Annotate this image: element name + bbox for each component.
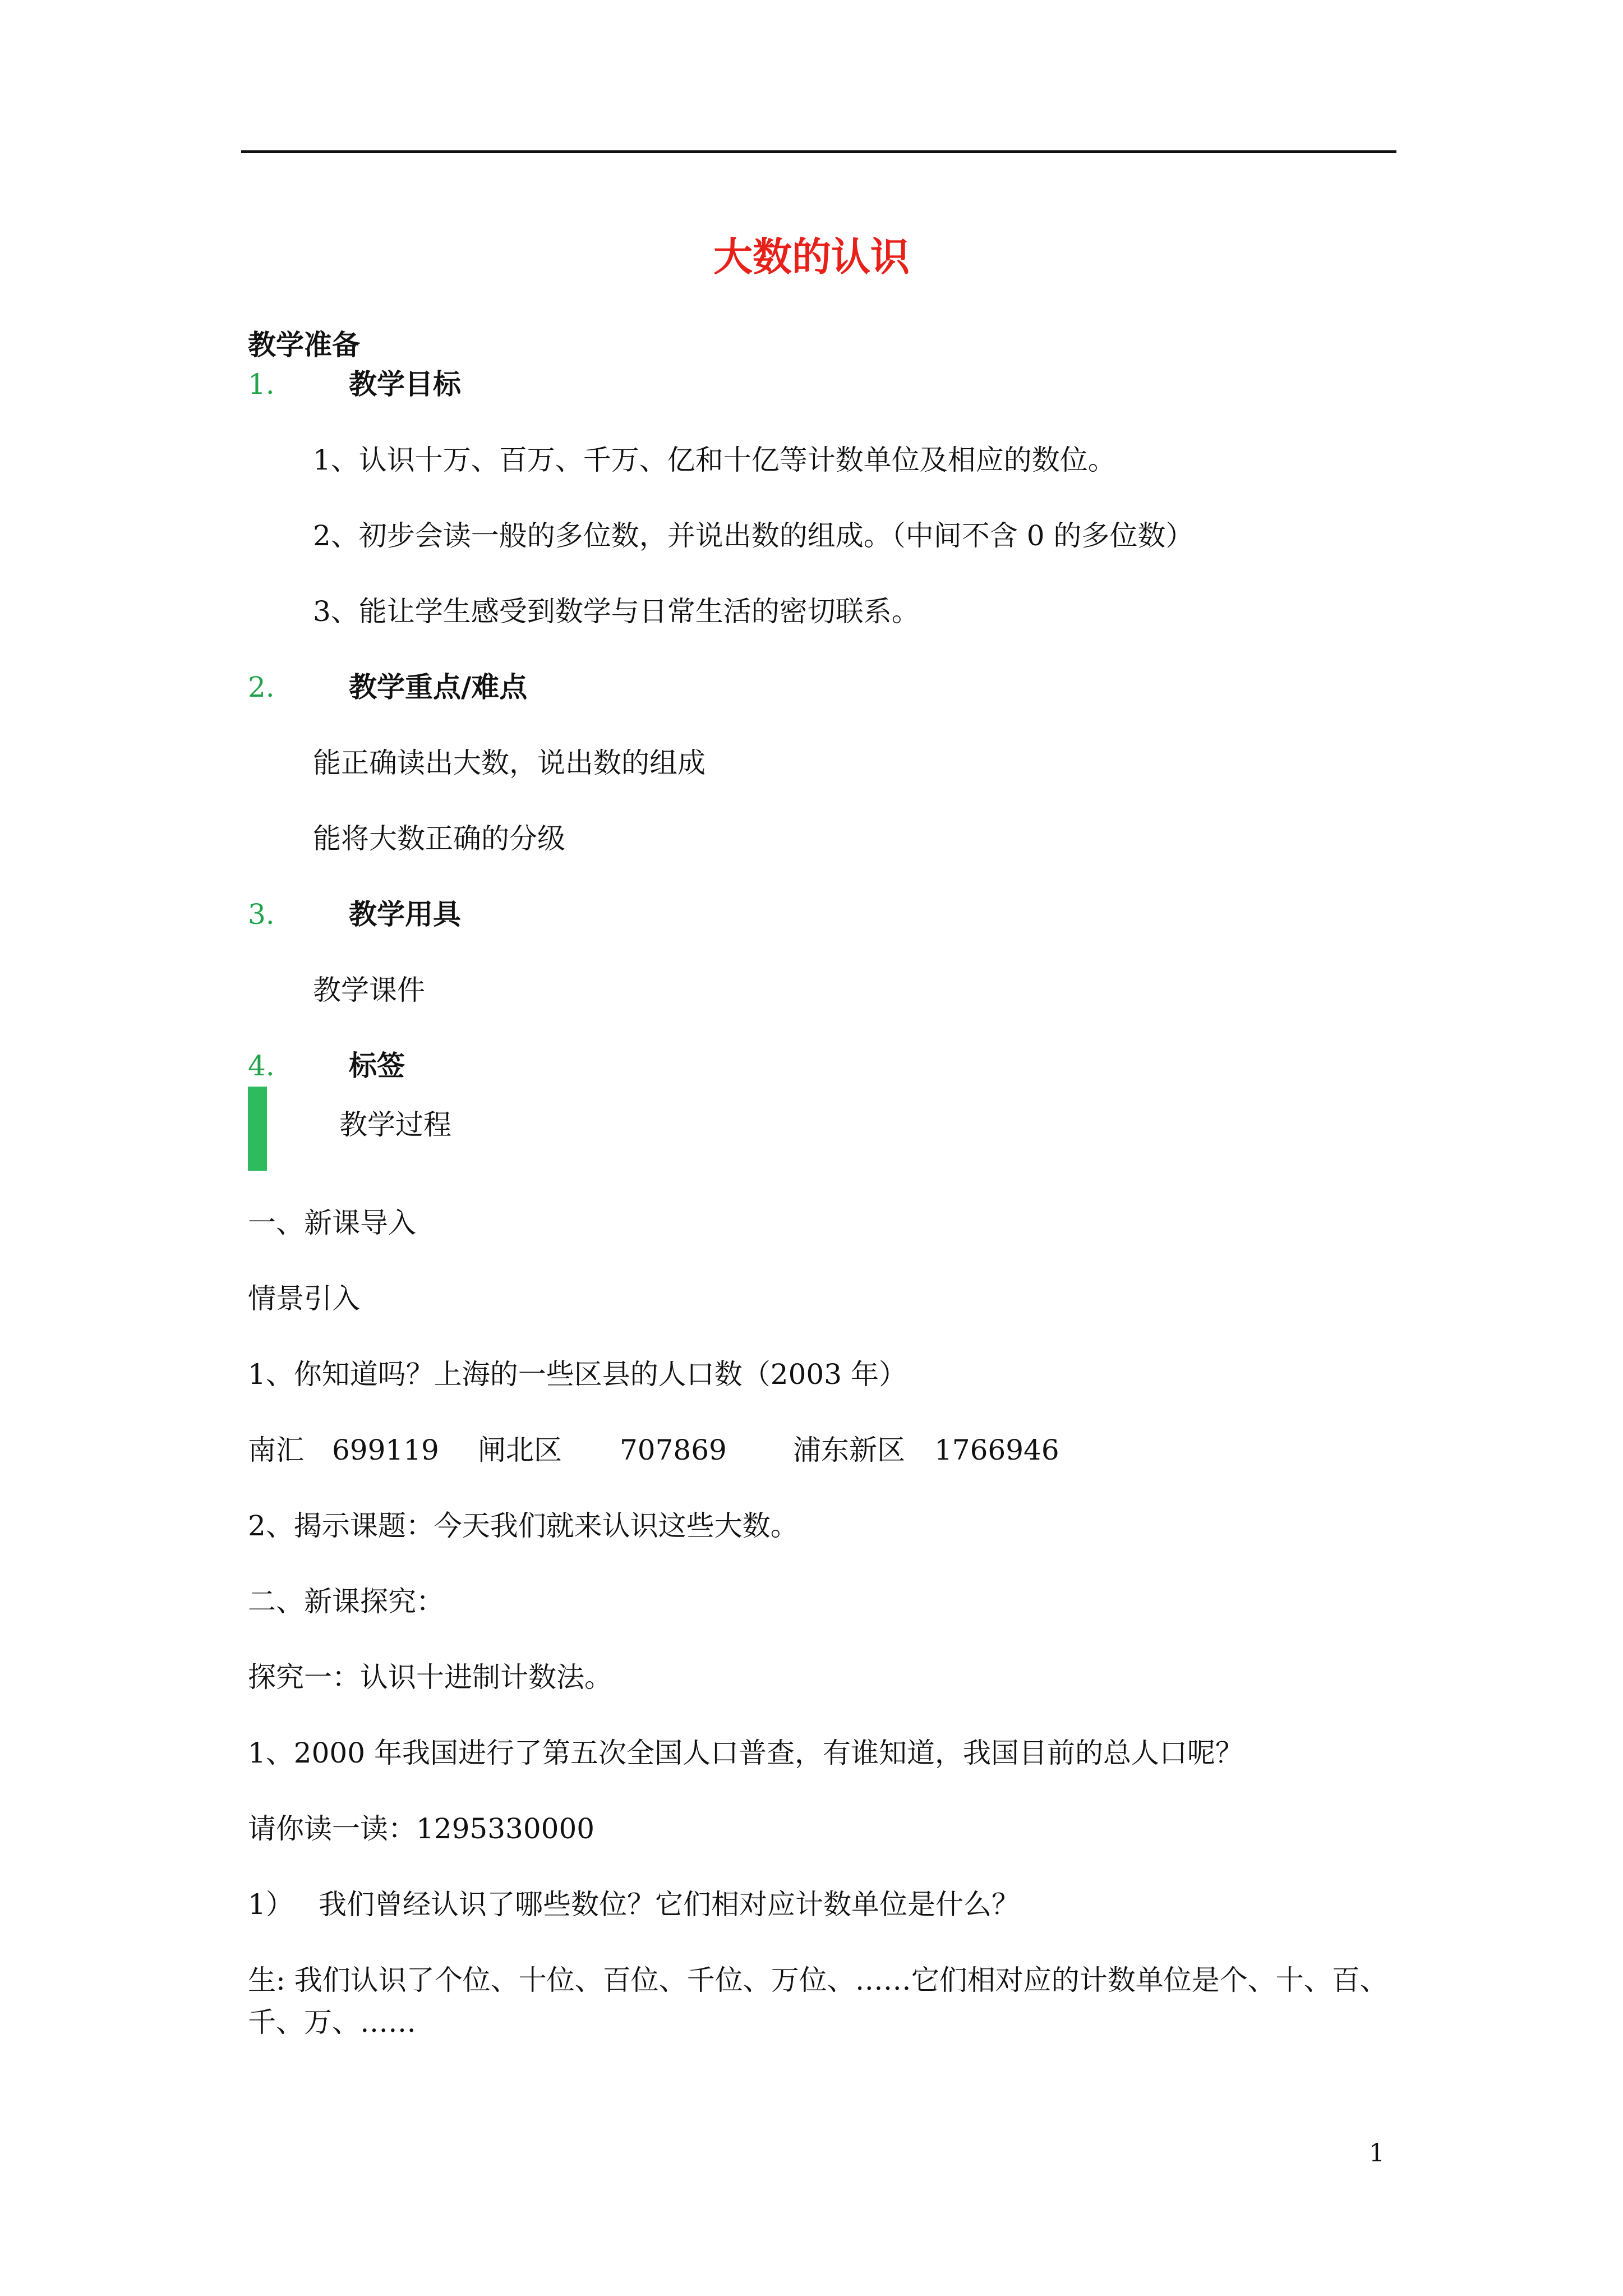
page-number: 1 [1369,2139,1385,2168]
section-number: 2. [248,671,275,703]
population-name: 南汇 [248,1434,304,1466]
body-paragraph: 探究一：认识十进制计数法。 [248,1661,612,1694]
section-number: 4. [248,1050,275,1082]
section-heading: 教学重点/难点 [349,670,528,703]
body-paragraph: 1、2000 年我国进行了第五次全国人口普查，有谁知道，我国目前的总人口呢？ [248,1737,1243,1769]
objective-item: 1、认识十万、百万、千万、亿和十亿等计数单位及相应的数位。 [313,444,1116,476]
section-heading: 教学用具 [349,898,461,931]
population-value: 1766946 [934,1434,1059,1466]
answer-line: 千、万、…… [248,2006,416,2039]
section-number: 1. [248,368,275,401]
section-heading: 标签 [349,1049,405,1082]
answer-line: 生: 我们认识了个位、十位、百位、千位、万位、……它们相对应的计数单位是个、十、百、 [248,1964,1388,1996]
body-paragraph: 一、新课导入 [248,1207,416,1239]
prep-heading: 教学准备 [248,328,360,361]
question-number: 1） [248,1888,294,1921]
population-name: 浦东新区 [793,1434,905,1466]
objective-item: 3、能让学生感受到数学与日常生活的密切联系。 [313,595,920,628]
keypoint-item: 能将大数正确的分级 [313,822,565,855]
document-title: 大数的认识 [713,233,910,280]
objective-item: 2、初步会读一般的多位数，并说出数的组成。（中间不含 0 的多位数） [313,519,1194,552]
body-paragraph: 1、你知道吗？上海的一些区县的人口数（2003 年） [248,1358,907,1391]
tools-item: 教学课件 [313,974,425,1006]
body-paragraph: 2、揭示课题：今天我们就来认识这些大数。 [248,1510,799,1542]
body-paragraph: 二、新课探究： [248,1585,444,1618]
population-value: 707869 [620,1434,727,1466]
process-label: 教学过程 [339,1108,451,1141]
population-name: 闸北区 [478,1434,562,1466]
body-paragraph: 请你读一读：1295330000 [248,1812,595,1845]
section-number: 3. [248,898,275,931]
process-marker-bar [248,1087,267,1171]
header-rule [241,150,1396,153]
question-text: 我们曾经认识了哪些数位？它们相对应计数单位是什么？ [319,1888,1020,1921]
keypoint-item: 能正确读出大数，说出数的组成 [313,747,706,779]
population-value: 699119 [332,1434,439,1466]
body-paragraph: 情景引入 [248,1282,360,1315]
section-heading: 教学目标 [349,367,461,401]
